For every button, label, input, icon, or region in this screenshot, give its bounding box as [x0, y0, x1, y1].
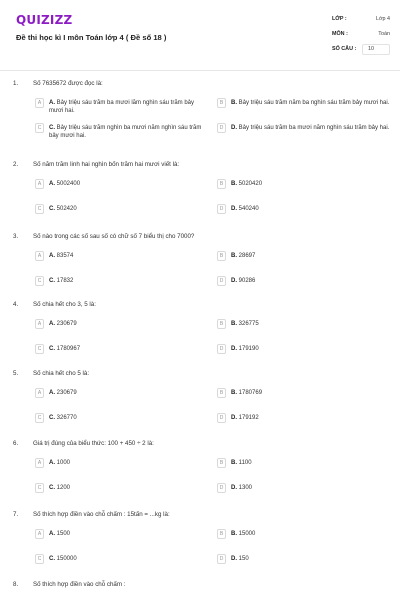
option-text: [231, 389, 391, 397]
option-key: A.: [49, 531, 55, 537]
option-key: A.: [49, 460, 55, 466]
option-text: [231, 555, 391, 563]
option-value: 179192: [238, 415, 259, 421]
worksheet-title: Đề thi học kì I môn Toán lớp 4 ( Đề số 18 ): [16, 33, 167, 42]
option-key: C.: [49, 415, 55, 421]
option-key: B.: [231, 460, 237, 466]
option-letter-badge: C: [35, 483, 44, 493]
option-key: D.: [231, 346, 237, 352]
option-text: [49, 459, 209, 467]
question-number: 7.: [13, 511, 19, 518]
question-number: 3.: [13, 233, 19, 240]
option-text: [231, 530, 391, 538]
option-text: [49, 555, 209, 563]
option-value: 1780967: [56, 346, 81, 352]
meta-count-label: SỐ CÂU :: [332, 46, 357, 52]
option-letter-badge: B: [217, 388, 226, 398]
option-letter-badge: A: [35, 251, 44, 261]
meta-count-value: 10: [368, 46, 374, 52]
option-value: 179190: [238, 346, 259, 352]
option-letter-badge: C: [35, 344, 44, 354]
option-text: [49, 99, 209, 116]
option-value: 1000: [56, 460, 71, 466]
option-letter-badge: C: [35, 276, 44, 286]
option-value: 230679: [56, 390, 77, 396]
option-value: Bảy triệu sáu trăm ba mươi lăm nghìn sáu trăm bảy mươi hai.: [49, 100, 195, 115]
option-key: B.: [231, 100, 237, 106]
option-key: A.: [49, 100, 55, 106]
meta-grade-value: Lớp 4: [375, 16, 390, 22]
option-letter-badge: B: [217, 529, 226, 539]
meta-count-box: [362, 44, 390, 55]
worksheet-header: [0, 0, 400, 70]
option-value: 1780769: [238, 390, 263, 396]
option-value: Bảy triệu sáu trăm ba mươi năm nghìn sáu trăm bảy hai.: [238, 125, 390, 131]
option-text: [231, 252, 391, 260]
option-text: [49, 345, 209, 353]
option-text: [49, 124, 209, 141]
option-key: A.: [49, 253, 55, 259]
meta-subject-value: Toán: [378, 31, 390, 37]
question-number: 2.: [13, 161, 19, 168]
option-letter-badge: D: [217, 123, 226, 133]
option-letter-badge: A: [35, 179, 44, 189]
option-letter-badge: D: [217, 483, 226, 493]
option-letter-badge: B: [217, 179, 226, 189]
option-key: A.: [49, 321, 55, 327]
option-letter-badge: A: [35, 529, 44, 539]
option-value: Bảy triệu sáu trăm năm ba nghìn sáu trăm bảy mươi hai.: [238, 100, 390, 106]
option-key: C.: [49, 125, 55, 131]
option-value: Bảy triệu sáu trăm nghìn ba mươi năm nghìn sáu trăm bảy mươi hai.: [49, 125, 202, 140]
question-number: 4.: [13, 301, 19, 308]
option-text: [231, 320, 391, 328]
option-value: 540240: [238, 206, 259, 212]
option-key: B.: [231, 390, 237, 396]
option-text: [49, 205, 209, 213]
question-number: 6.: [13, 440, 19, 447]
question-text: Số năm trăm linh hai nghìn bốn trăm hai mươi viết là:: [33, 161, 180, 168]
option-key: B.: [231, 181, 237, 187]
option-value: 5002400: [56, 181, 81, 187]
option-value: 90286: [238, 278, 256, 284]
option-letter-badge: A: [35, 388, 44, 398]
option-value: 326775: [238, 321, 259, 327]
header-divider: [0, 70, 400, 71]
option-text: [231, 459, 391, 467]
option-letter-badge: D: [217, 554, 226, 564]
option-key: D.: [231, 278, 237, 284]
option-value: 1500: [56, 531, 71, 537]
option-letter-badge: C: [35, 554, 44, 564]
option-text: [231, 124, 391, 132]
quizizz-logo: QUIZIZZ: [16, 13, 73, 27]
option-value: 150: [238, 556, 249, 562]
option-value: 1200: [56, 485, 71, 491]
option-key: D.: [231, 206, 237, 212]
option-key: B.: [231, 321, 237, 327]
option-value: 28697: [238, 253, 256, 259]
option-text: [231, 180, 391, 188]
option-value: 230679: [56, 321, 77, 327]
option-letter-badge: D: [217, 344, 226, 354]
option-key: C.: [49, 556, 55, 562]
question-text: Số chia hết cho 3, 5 là:: [33, 301, 96, 308]
question-text: Số thích hợp điền vào chỗ chấm :: [33, 581, 126, 588]
option-text: [49, 414, 209, 422]
option-letter-badge: B: [217, 98, 226, 108]
option-value: 17832: [56, 278, 74, 284]
question-number: 8.: [13, 581, 19, 588]
meta-grade-label: LỚP :: [332, 16, 347, 22]
option-key: D.: [231, 485, 237, 491]
option-text: [231, 414, 391, 422]
question-number: 5.: [13, 370, 19, 377]
option-text: [231, 205, 391, 213]
question-text: Số nào trong các số sau số có chữ số 7 biểu thị cho 7000?: [33, 233, 195, 240]
option-value: 326770: [56, 415, 77, 421]
option-letter-badge: D: [217, 413, 226, 423]
option-letter-badge: A: [35, 458, 44, 468]
option-text: [231, 345, 391, 353]
option-key: D.: [231, 125, 237, 131]
option-text: [49, 252, 209, 260]
option-letter-badge: D: [217, 276, 226, 286]
option-text: [49, 180, 209, 188]
option-text: [231, 277, 391, 285]
option-letter-badge: D: [217, 204, 226, 214]
question-text: Số 7635672 được đọc là:: [33, 80, 103, 87]
option-value: 5020420: [238, 181, 263, 187]
option-text: [231, 99, 391, 107]
question-text: Số thích hợp điền vào chỗ chấm : 15tấn = ...kg là:: [33, 511, 170, 518]
option-text: [49, 389, 209, 397]
option-letter-badge: C: [35, 123, 44, 133]
option-key: C.: [49, 206, 55, 212]
option-letter-badge: B: [217, 458, 226, 468]
option-letter-badge: C: [35, 204, 44, 214]
option-letter-badge: B: [217, 319, 226, 329]
meta-subject-label: MÔN :: [332, 31, 348, 37]
option-text: [49, 320, 209, 328]
option-letter-badge: B: [217, 251, 226, 261]
option-value: 1300: [238, 485, 253, 491]
option-key: C.: [49, 485, 55, 491]
option-text: [49, 277, 209, 285]
option-key: C.: [49, 278, 55, 284]
option-text: [49, 484, 209, 492]
option-value: 1100: [238, 460, 252, 466]
option-letter-badge: A: [35, 98, 44, 108]
option-letter-badge: C: [35, 413, 44, 423]
question-number: 1.: [13, 80, 19, 87]
option-value: 15000: [238, 531, 256, 537]
option-key: A.: [49, 390, 55, 396]
option-text: [231, 484, 391, 492]
option-text: [49, 530, 209, 538]
option-value: 150000: [56, 556, 77, 562]
option-key: D.: [231, 556, 237, 562]
option-key: C.: [49, 346, 55, 352]
option-key: B.: [231, 531, 237, 537]
option-letter-badge: A: [35, 319, 44, 329]
option-key: D.: [231, 415, 237, 421]
option-value: 83574: [56, 253, 74, 259]
question-text: Số chia hết cho 5 là:: [33, 370, 90, 377]
option-key: A.: [49, 181, 55, 187]
question-text: Giá trị đúng của biểu thức: 100 + 450 ÷ 2 là:: [33, 440, 154, 447]
option-key: B.: [231, 253, 237, 259]
option-value: 502420: [56, 206, 77, 212]
